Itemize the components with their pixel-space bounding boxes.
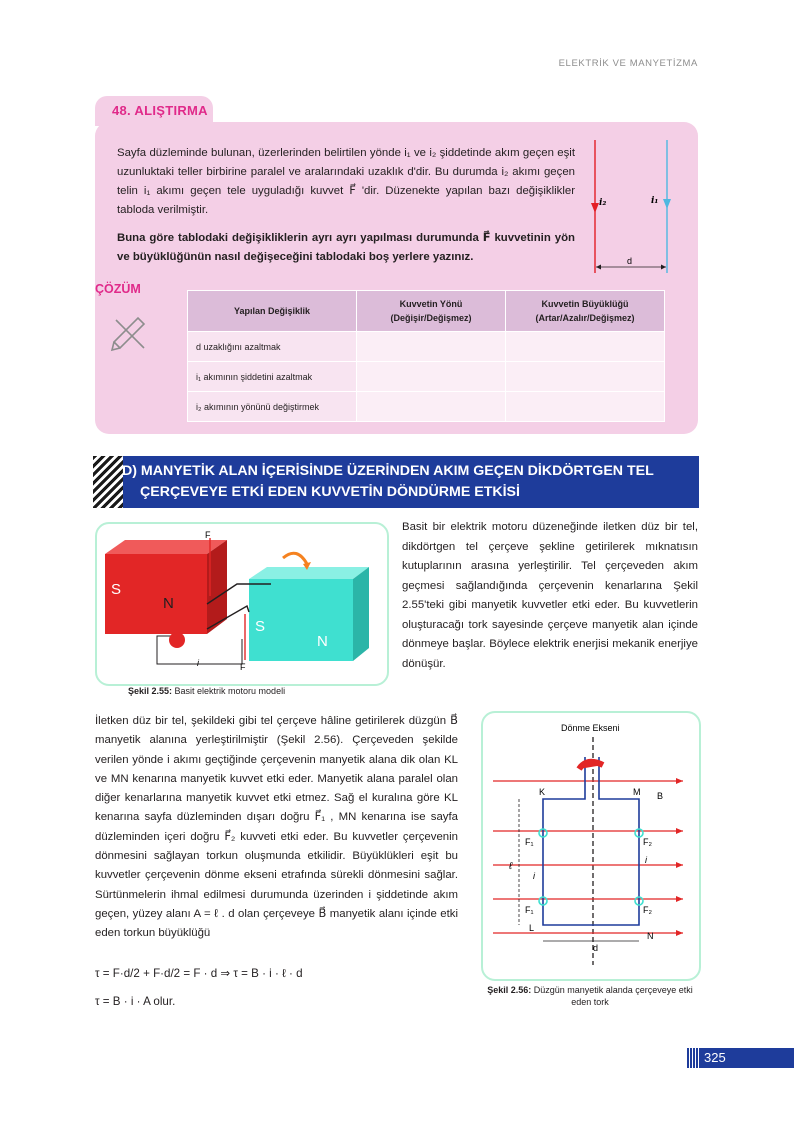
label-d: d (593, 943, 599, 953)
exercise-title: 48. ALIŞTIRMA (112, 103, 208, 118)
solution-label: ÇÖZÜM (95, 282, 141, 296)
label-F2-bottom: F₂ (643, 905, 652, 915)
arrow-down-icon (591, 203, 599, 213)
row-label: i₁ akımının şiddetini azaltmak (188, 362, 357, 392)
torque-equation: τ = F·d/2 + F·d/2 = F · d ⇒ τ = B · i · ℓ · d (95, 967, 303, 980)
axis-label: Dönme Ekseni (561, 723, 620, 733)
row-label: d uzaklığını azaltmak (188, 332, 357, 362)
magnet-n-top (249, 567, 369, 579)
row-label: i₂ akımının yönünü değiştirmek (188, 392, 357, 422)
label-M: M (633, 787, 641, 797)
label-F2-top: F₂ (643, 837, 652, 847)
motor-caption: Şekil 2.55: Basit elektrik motoru modeli (128, 686, 286, 696)
label-i-right: i (645, 855, 647, 865)
label-i-left: i (533, 871, 535, 881)
label-F1-top: F₁ (525, 837, 534, 847)
label-s1: S (111, 581, 122, 598)
exercise-question: Buna göre tablodaki değişikliklerin ayrı ayrı yapılması durumunda F⃗ kuvvetinin yön ve büyüklüğünün nasıl değişeceğini tablodaki boş yerlere yazınız. (117, 232, 575, 263)
changes-table (187, 290, 665, 422)
torque-equation-result: τ = B · i · A olur. (95, 995, 176, 1008)
magnet-s-top (105, 540, 227, 554)
parallel-wires-figure (585, 135, 695, 275)
label-n1: N (163, 595, 174, 612)
label-s2: S (255, 618, 266, 635)
label-i: i (197, 658, 199, 668)
answer-cell[interactable] (506, 332, 665, 362)
page-number-bar (686, 1048, 794, 1068)
answer-cell[interactable] (506, 392, 665, 422)
header-change: Yapılan Değişiklik (188, 291, 357, 332)
motor-figure (97, 524, 383, 680)
table-row (188, 362, 665, 392)
answer-cell[interactable] (506, 362, 665, 392)
label-L: L (529, 923, 535, 933)
commutator-icon (169, 632, 185, 648)
label-N: N (647, 931, 654, 941)
label-K: K (539, 787, 546, 797)
main-text: İletken düz bir tel, şekildeki gibi tel çerçeve hâline getirilerek düzgün B⃗ manyetik alanına yerleştirilmiştir (Şekil 2.56). Çerçeveden şekilde verilen yönde i akımı geçtiğinde çerçevenin manyetik alana dik olan KL ve MN kenarına manyetik kuvvet etki eder. Manyetik alana paralel olan diğer kenarlarına manyetik kuvvet etki etmez. Sağ el kuralına göre KL kenarına sayfa düzleminden dışarı doğru F⃗₁ , MN kenarına ise sayfa düzleminden içeri doğru F⃗₂ kuvveti etki eder. Bu kuvvetler çerçevenin dönmesini sağlayan torkun oluşmunda etkilidir. Büyüklükleri eşit bu kuvvetler çerçevenin dönme ekseni etrafında sürekli dönmesini sağlar. Sürtünmelerin ihmal edilmesi durumunda üzerinden i şiddetinde akım geçen, yüzey alanı A = ℓ . d olan çerçeveye B⃗ manyetik alanı içinde etki eden torkun büyüklüğü (95, 715, 458, 940)
label-F1-bottom: F₁ (525, 905, 534, 915)
header-direction: Kuvvetin Yönü (Değişir/Değişmez) (357, 291, 506, 332)
running-head: ELEKTRİK VE MANYETİZMA (558, 58, 698, 69)
answer-cell[interactable] (357, 362, 506, 392)
frame-caption: Şekil 2.56: Düzgün manyetik alanda çerçeveye etki eden tork (487, 985, 693, 1007)
frame-figure (483, 713, 695, 975)
pencil-icon (108, 308, 152, 352)
label-d: d (627, 256, 633, 266)
page-number: 325 (704, 1050, 726, 1065)
magnet-n-side (353, 567, 369, 661)
section-title: D) MANYETİK ALAN İÇERİSİNDE ÜZERİNDEN AKIM GEÇEN DİKDÖRTGEN TEL ÇERÇEVEYE ETKİ EDEN KUVVETİN DÖNDÜRME ETKİSİ (122, 463, 654, 500)
header-magnitude: Kuvvetin Büyüklüğü (Artar/Azalır/Değişmez) (506, 291, 665, 332)
label-f-bottom: F (240, 662, 246, 672)
label-B: B (657, 791, 664, 801)
table-row (188, 332, 665, 362)
section-stripes (93, 456, 123, 508)
label-f-top: F (205, 530, 211, 540)
arrow-down-icon (663, 199, 671, 209)
exercise-body: Sayfa düzleminde bulunan, üzerlerinden belirtilen yönde i₁ ve i₂ şiddetinde akım geçen eşit uzunluktaki teller birbirine paralel ve aralarındaki uzaklık d'dir. Bu durumda i₂ akımı geçen telin i₁ akımı geçen tele uyguladığı kuvvet F⃗ 'dir. Düzenekte yapılan bazı değişiklikler tabloda verilmiştir. (117, 147, 575, 216)
answer-cell[interactable] (357, 392, 506, 422)
answer-cell[interactable] (357, 332, 506, 362)
label-i1: i₁ (651, 196, 659, 206)
table-row (188, 392, 665, 422)
label-n2: N (317, 633, 328, 650)
label-i2: i₂ (599, 198, 607, 208)
page-number-stripes (686, 1048, 700, 1068)
label-l: ℓ (509, 861, 513, 872)
intro-text: Basit bir elektrik motoru düzeneğinde iletken düz bir tel, dikdörtgen tel çerçeve şekline getirilerek mıknatısın kutuplarının arasına yerleştirilir. Tel çerçeveden akım geçmesi sağlandığında çerçevenin kenarlarına Şekil 2.55'teki gibi manyetik kuvvetler etki eder. Bu kuvvetlerin oluşturacağı tork sayesinde çerçeve manyetik alan içinde dönmeye başlar. Böylece elektrik enerjisi mekanik enerjiye dönüşür. (402, 521, 698, 670)
rotation-arrow-icon (283, 553, 307, 564)
